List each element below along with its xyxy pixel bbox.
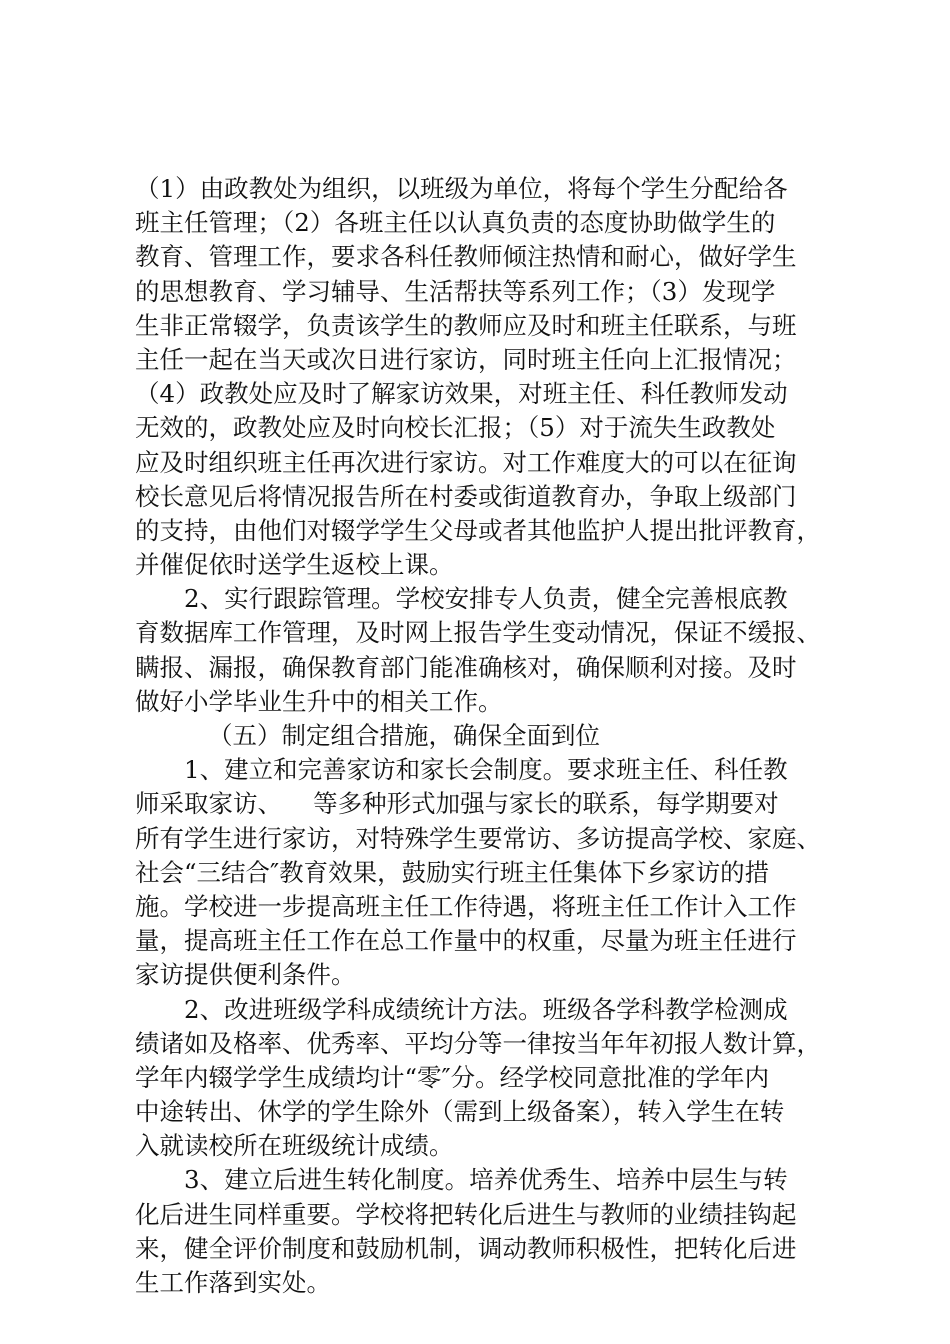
text-line: （1）由政教处为组织，以班级为单位，将每个学生分配给各: [135, 174, 788, 203]
text-line: 育数据库工作管理，及时网上报告学生变动情况，保证不缓报、: [135, 618, 821, 648]
text-line: 量，提高班主任工作在总工作量中的权重，尽量为班主任进行: [135, 926, 797, 956]
text-line: 来，健全评价制度和鼓励机制，调动教师积极性，把转化后进: [135, 1233, 797, 1263]
text-line: 无效的，政教处应及时向校长汇报；（5）对于流失生政教处: [135, 413, 776, 443]
text-line: 生非正常辍学，负责该学生的教师应及时和班主任联系，与班: [135, 310, 797, 340]
text-line: 2、改进班级学科成绩统计方法。班级各学科教学检测成: [184, 994, 788, 1024]
section-heading: （五）制定组合措施，确保全面到位: [208, 721, 600, 750]
text-line: 入就读校所在班级统计成绩。: [135, 1131, 454, 1161]
text-line: 校长意见后将情况报告所在村委或街道教育办，争取上级部门: [135, 481, 797, 511]
text-line: （4）政教处应及时了解家访效果，对班主任、科任教师发动: [135, 379, 788, 409]
text-line: 社会“三结合″教育效果，鼓励实行班主任集体下乡家访的措: [135, 857, 770, 887]
text-line: 学年内辍学学生成绩均计“零″分。经学校同意批准的学年内: [135, 1062, 770, 1092]
text-line: 教育、管理工作，要求各科任教师倾注热情和耐心，做好学生: [135, 242, 797, 272]
text-line: 的思想教育、学习辅导、生活帮扶等系列工作；（3）发现学: [135, 276, 776, 306]
text-line: 绩诸如及格率、优秀率、平均分等一律按当年年初报人数计算，: [135, 1028, 821, 1058]
text-line: 主任一起在当天或次日进行家访，同时班主任向上汇报情况；: [135, 344, 797, 374]
text-line: 瞒报、漏报，确保教育部门能准确核对，确保顺利对接。及时: [135, 652, 797, 682]
text-line: 班主任管理；（2）各班主任以认真负责的态度协助做学生的: [135, 208, 776, 238]
text-line: 化后进生同样重要。学校将把转化后进生与教师的业绩挂钩起: [135, 1199, 797, 1229]
text-line: 所有学生进行家访，对特殊学生要常访、多访提高学校、家庭、: [135, 823, 821, 853]
text-line: 1、建立和完善家访和家长会制度。要求班主任、科任教: [184, 755, 788, 785]
text-line: 并催促依时送学生返校上课。: [135, 550, 454, 580]
text-line: 中途转出、休学的学生除外（需到上级备案），转入学生在转: [135, 1097, 785, 1127]
text-line: 生工作落到实处。: [135, 1268, 331, 1297]
text-line: 2、实行跟踪管理。学校安排专人负责，健全完善根底教: [184, 584, 788, 614]
text-line: 3、建立后进生转化制度。培养优秀生、培养中层生与转: [184, 1165, 788, 1195]
text-line: 应及时组织班主任再次进行家访。对工作难度大的可以在征询: [135, 447, 797, 477]
text-line: 的支持，由他们对辍学学生父母或者其他监护人提出批评教育，: [135, 515, 821, 545]
text-line: 施。学校进一步提高班主任工作待遇，将班主任工作计入工作: [135, 891, 797, 921]
text-line: 做好小学毕业生升中的相关工作。: [135, 686, 503, 716]
document-body: [135, 172, 835, 1300]
text-line: 师采取家访、 等多种形式加强与家长的联系，每学期要对: [135, 789, 779, 819]
text-line: 家访提供便利条件。: [135, 960, 356, 990]
